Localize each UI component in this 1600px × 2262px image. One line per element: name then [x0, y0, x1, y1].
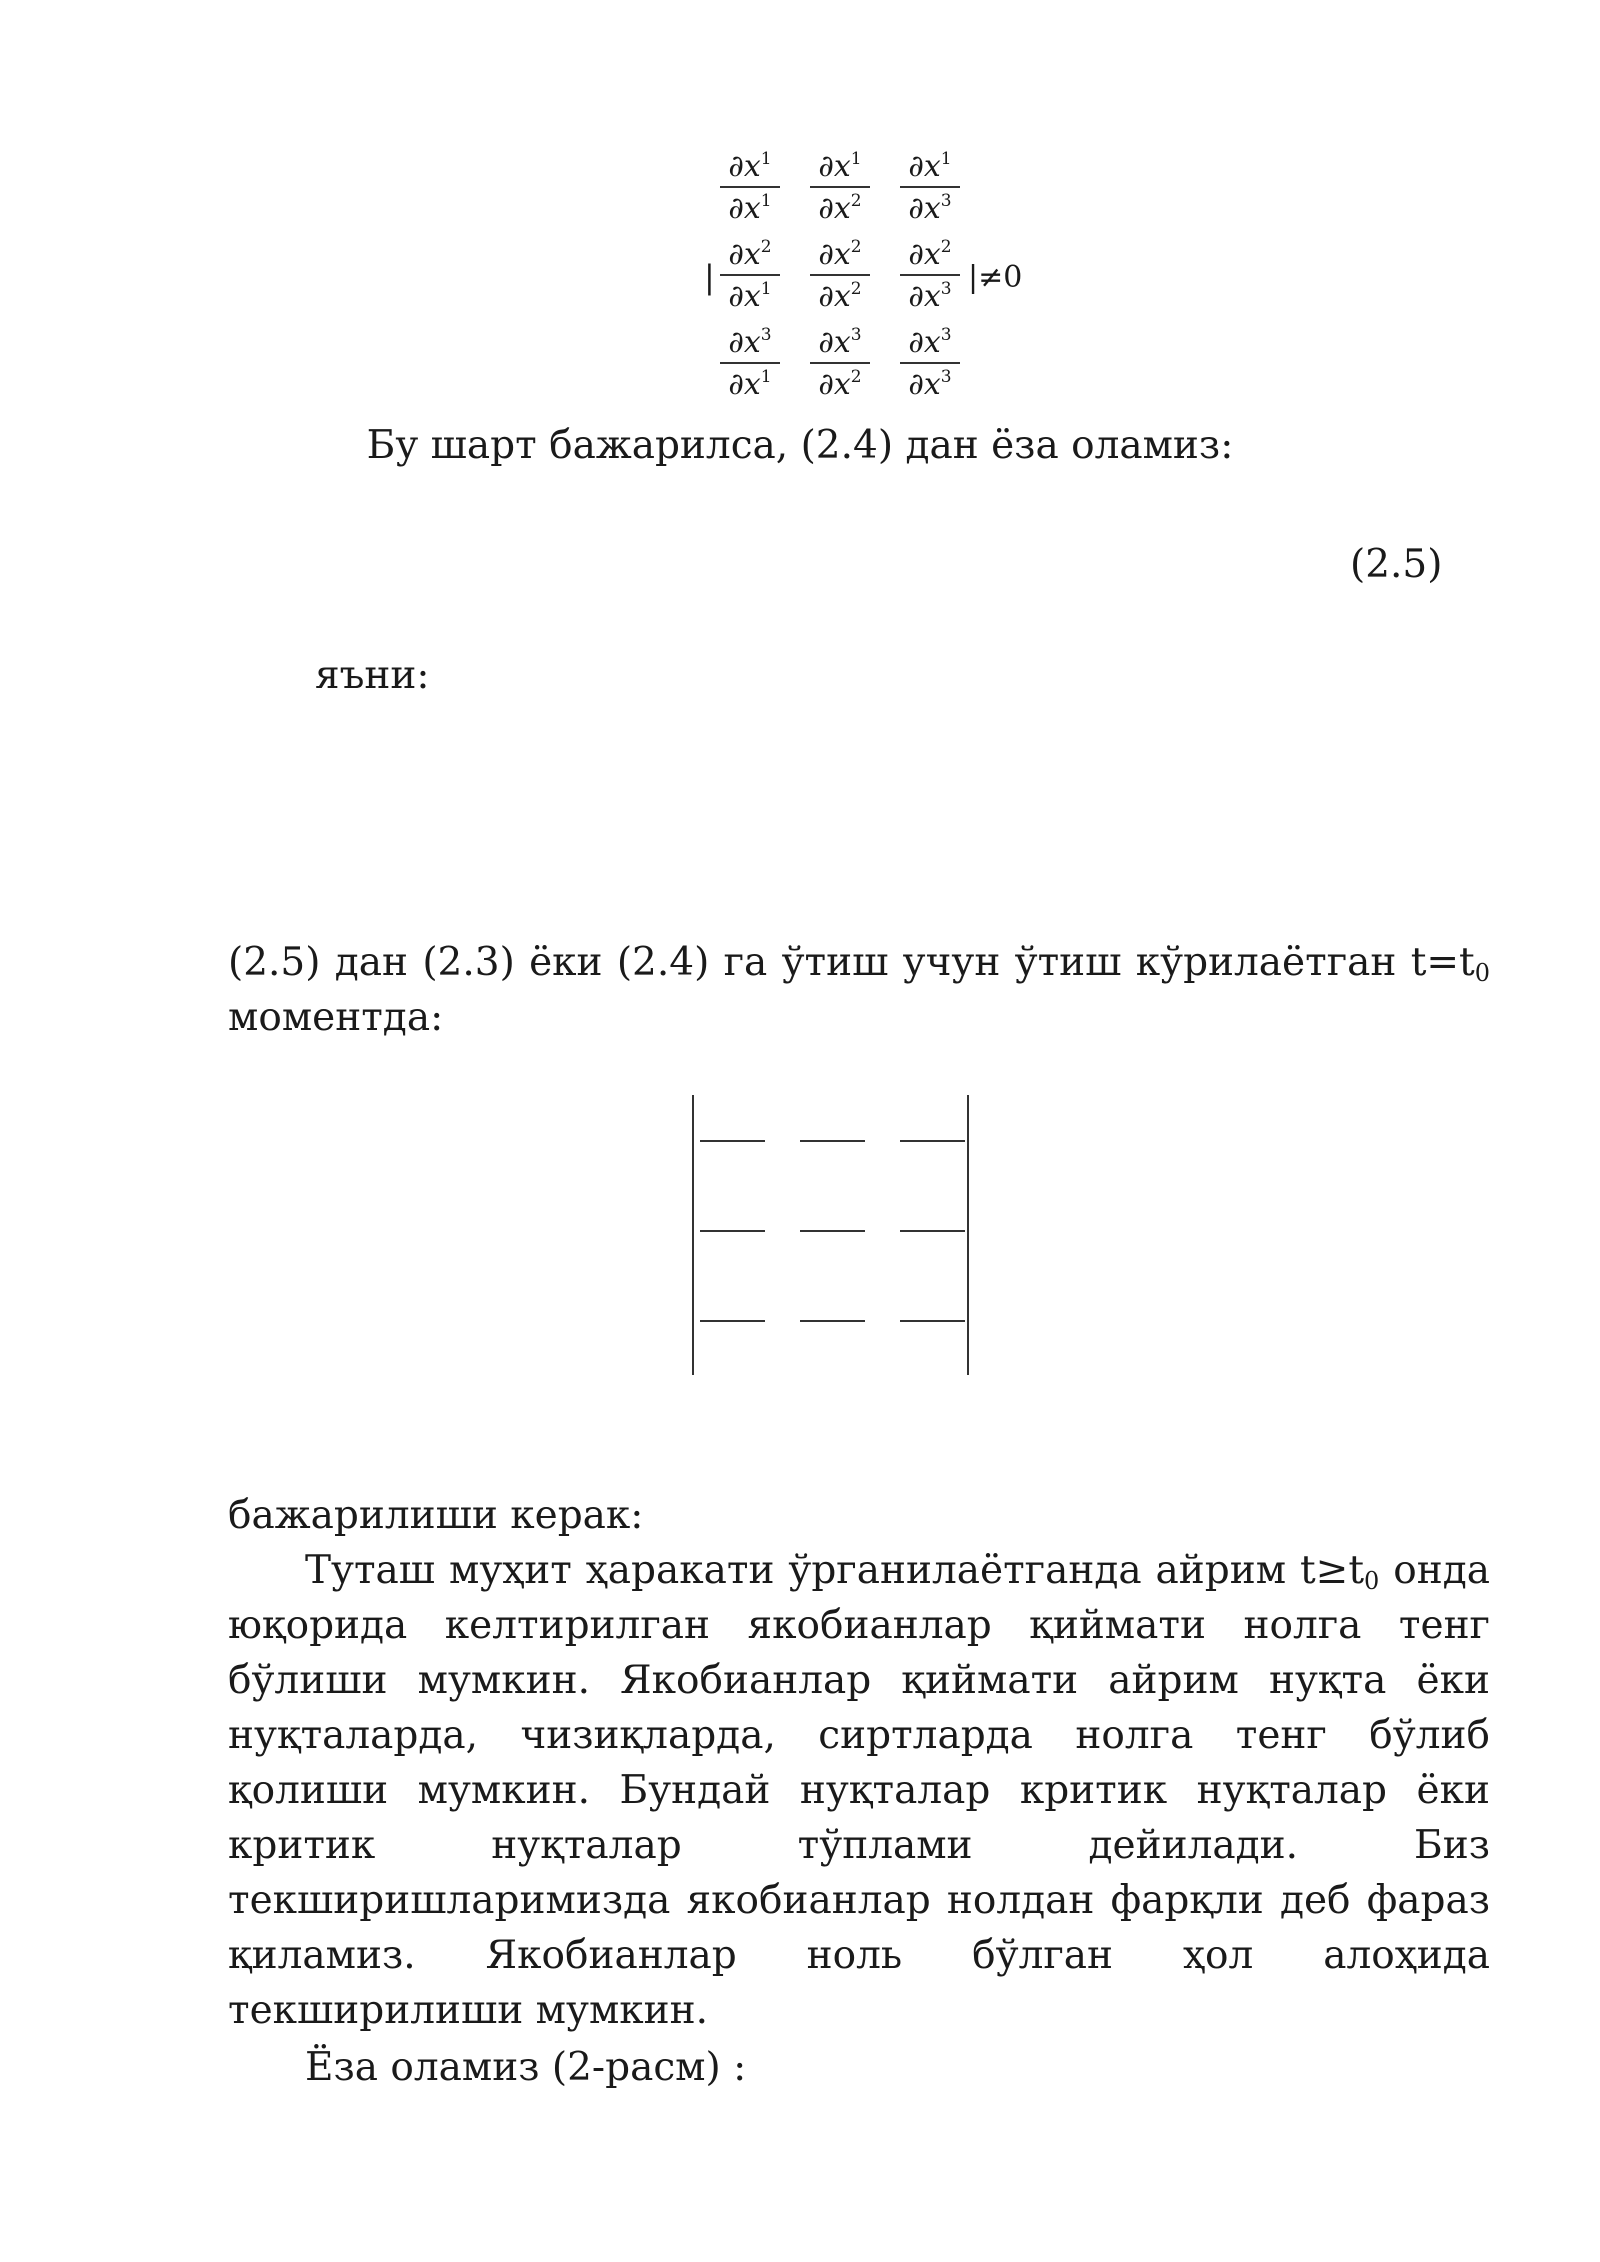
numerator-index: 2: [850, 237, 862, 257]
yani-label: яъни:: [315, 653, 430, 698]
condition-line: Бу шарт бажарилса, (2.4) дан ёза оламиз:: [366, 423, 1234, 468]
determinant-left-bar: |: [704, 258, 715, 296]
denominator-index: 2: [850, 191, 862, 211]
paragraph-line1-subscript: 0: [1364, 1567, 1380, 1595]
placeholder-line: [700, 1140, 765, 1142]
fraction-numerator: [900, 326, 960, 364]
denominator-index: 2: [850, 279, 862, 299]
numerator-index: 2: [760, 237, 772, 257]
numerator-base: ∂x: [908, 325, 941, 360]
denominator-base: ∂x: [908, 367, 941, 402]
paragraph-line-1: [305, 1543, 1490, 1598]
paragraph-line: бўлиши мумкин. Якобианлар қиймати айрим нуқта ёки: [228, 1658, 1490, 1703]
placeholder-line: [700, 1320, 765, 1322]
fraction-denominator: [900, 188, 960, 226]
fraction-numerator: [720, 326, 780, 364]
denominator-index: 3: [940, 367, 952, 387]
fraction-numerator: [720, 150, 780, 188]
fraction-denominator: [900, 276, 960, 314]
denominator-base: ∂x: [728, 191, 761, 226]
fraction-numerator: [810, 150, 870, 188]
determinant-left-bar: [692, 1095, 694, 1375]
paragraph-line: критик нуқталар тўплами дейилади. Биз: [228, 1823, 1490, 1868]
fraction-numerator: [810, 238, 870, 276]
not-equal-zero: |≠0: [968, 260, 1023, 295]
denominator-base: ∂x: [818, 367, 851, 402]
partial-derivative-fraction: [810, 326, 870, 402]
fraction-denominator: [810, 364, 870, 402]
numerator-base: ∂x: [908, 237, 941, 272]
transition-text: (2.5) дан (2.3) ёки (2.4) га ўтиш учун ўтиш кўрилаётган t=t: [228, 940, 1475, 985]
denominator-index: 1: [760, 191, 772, 211]
numerator-index: 3: [760, 325, 772, 345]
empty-determinant: [692, 1095, 972, 1375]
numerator-index: 2: [940, 237, 952, 257]
paragraph-line: нуқталарда, чизиқларда, сиртларда нолга тенг бўлиб: [228, 1713, 1490, 1758]
numerator-index: 3: [850, 325, 862, 345]
numerator-index: 3: [940, 325, 952, 345]
numerator-base: ∂x: [818, 149, 851, 184]
placeholder-line: [800, 1320, 865, 1322]
partial-derivative-fraction: [720, 326, 780, 402]
denominator-base: ∂x: [908, 191, 941, 226]
partial-derivative-fraction: [720, 150, 780, 226]
numerator-base: ∂x: [818, 237, 851, 272]
fraction-denominator: [720, 364, 780, 402]
placeholder-line: [900, 1230, 965, 1232]
placeholder-line: [800, 1230, 865, 1232]
transition-line-2: моментда:: [228, 995, 444, 1040]
denominator-index: 3: [940, 191, 952, 211]
denominator-index: 1: [760, 367, 772, 387]
paragraph-line1-tail: онда: [1379, 1548, 1490, 1593]
numerator-base: ∂x: [818, 325, 851, 360]
numerator-base: ∂x: [728, 237, 761, 272]
transition-subscript: 0: [1474, 959, 1490, 987]
paragraph-last-line: текширилиши мумкин.: [228, 1988, 709, 2033]
fraction-numerator: [720, 238, 780, 276]
placeholder-line: [800, 1140, 865, 1142]
paragraph-line: қиламиз. Якобианлар ноль бўлган ҳол алоҳида: [228, 1933, 1490, 1978]
denominator-base: ∂x: [728, 279, 761, 314]
numerator-index: 1: [940, 149, 952, 169]
fraction-denominator: [810, 188, 870, 226]
denominator-index: 2: [850, 367, 862, 387]
partial-derivative-fraction: [900, 150, 960, 226]
numerator-index: 1: [760, 149, 772, 169]
numerator-index: 1: [850, 149, 862, 169]
fraction-denominator: [720, 276, 780, 314]
numerator-base: ∂x: [728, 149, 761, 184]
denominator-index: 1: [760, 279, 772, 299]
fraction-numerator: [900, 238, 960, 276]
fraction-denominator: [720, 188, 780, 226]
numerator-base: ∂x: [908, 149, 941, 184]
denominator-index: 3: [940, 279, 952, 299]
paragraph-line: юқорида келтирилган якобианлар қиймати нолга тенг: [228, 1603, 1490, 1648]
partial-derivative-fraction: [900, 326, 960, 402]
denominator-base: ∂x: [728, 367, 761, 402]
jacobian-matrix: [700, 149, 1023, 420]
placeholder-line: [900, 1140, 965, 1142]
after-matrix-line: бажарилиши керак:: [228, 1493, 644, 1538]
paragraph-line: текширишларимизда якобианлар нолдан фарқли деб фараз: [228, 1878, 1490, 1923]
paragraph-line: қолиши мумкин. Бундай нуқталар критик нуқталар ёки: [228, 1768, 1490, 1813]
partial-derivative-fraction: [810, 150, 870, 226]
closing-line: Ёза оламиз (2-расм) :: [305, 2045, 747, 2090]
equation-number: (2.5): [1350, 542, 1443, 587]
transition-line-1: [228, 935, 1490, 990]
partial-derivative-fraction: [720, 238, 780, 314]
fraction-denominator: [810, 276, 870, 314]
denominator-base: ∂x: [818, 279, 851, 314]
partial-derivative-fraction: [810, 238, 870, 314]
placeholder-line: [900, 1320, 965, 1322]
denominator-base: ∂x: [818, 191, 851, 226]
determinant-right-bar: [967, 1095, 969, 1375]
placeholder-line: [700, 1230, 765, 1232]
fraction-numerator: [810, 326, 870, 364]
partial-derivative-fraction: [900, 238, 960, 314]
fraction-denominator: [900, 364, 960, 402]
paragraph-line1-text: Туташ муҳит ҳаракати ўрганилаётганда айрим t≥t: [305, 1548, 1365, 1593]
fraction-numerator: [900, 150, 960, 188]
numerator-base: ∂x: [728, 325, 761, 360]
denominator-base: ∂x: [908, 279, 941, 314]
